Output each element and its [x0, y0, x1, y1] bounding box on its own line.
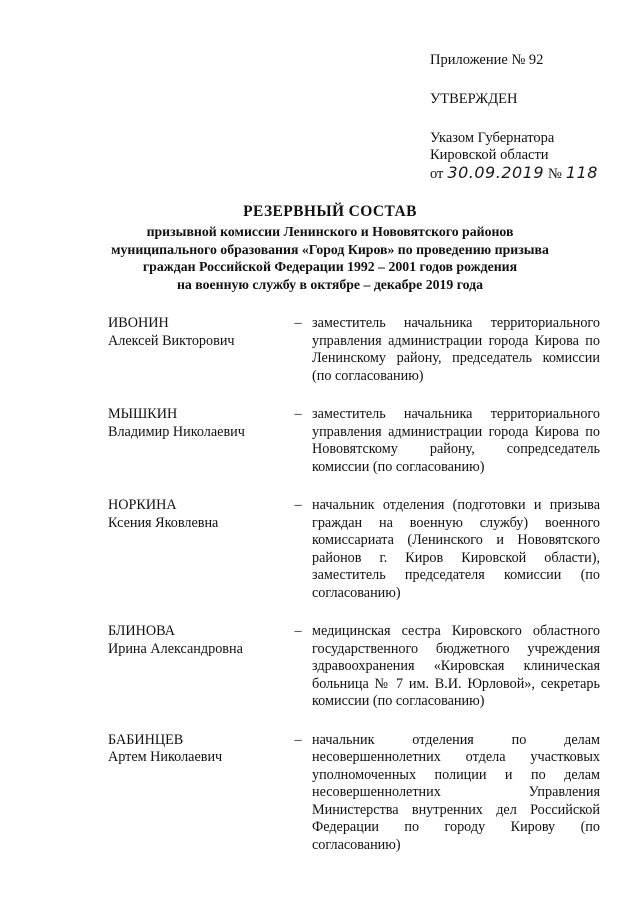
member-entry: [108, 623, 600, 711]
member-dash: –: [294, 315, 302, 331]
title-line-1: призывной комиссии Ленинского и Нововятского районов: [146, 224, 514, 239]
document-title-block: [60, 203, 600, 293]
decree-line-1: Указом Губернатора: [430, 130, 555, 146]
handwritten-date: 30.09.2019: [447, 163, 545, 182]
member-entry: [108, 315, 600, 385]
member-given-name: Владимир Николаевич: [108, 423, 245, 440]
member-description: заместитель начальника территориального управления администрации города Кирова по Нововятскому району, сопредседатель комиссии (по согласованию): [312, 406, 600, 475]
member-surname: МЫШКИН: [108, 406, 178, 422]
member-entry: [108, 497, 600, 602]
member-dash: –: [294, 731, 302, 748]
member-entry: [108, 732, 600, 855]
member-description: заместитель начальника территориального управления администрации города Кирова по Ленинскому району, председатель комиссии (по согласованию): [312, 315, 600, 384]
member-description: начальник отделения по делам несовершеннолетних отдела участковых уполномоченных полиции и по делам несовершеннолетних Управления Министерства внутренних дел Российской Федерации по городу Кирову (по согласованию): [312, 731, 600, 853]
member-surname: ИВОНИН: [108, 315, 169, 331]
member-dash: –: [294, 623, 302, 639]
appendix-number: Приложение № 92: [430, 52, 544, 68]
document-title: РЕЗЕРВНЫЙ СОСТАВ: [243, 203, 417, 220]
member-description: начальник отделения (подготовки и призыва граждан на военную службу) военного комиссариата (Ленинского и Нововятского районов г. Киров Кировской области), заместитель председателя комиссии (по согласованию): [312, 497, 600, 601]
member-given-name: Артем Николаевич: [108, 749, 223, 765]
title-line-3: граждан Российской Федерации 1992 – 2001 годов рождения: [142, 259, 518, 274]
handwritten-number: 118: [565, 163, 598, 182]
member-name: [108, 623, 284, 711]
date-prefix: от: [430, 166, 444, 182]
members-list: [108, 315, 600, 854]
decree-date-row: [430, 164, 630, 183]
member-given-name: Ксения Яковлевна: [108, 514, 219, 531]
member-description: медицинская сестра Кировского областного государственного бюджетного учреждения здравоохранения «Кировская клиническая больница № 7 им. В.И. Юрловой», секретарь комиссии (по согласованию): [312, 623, 600, 709]
member-name: [108, 732, 284, 855]
member-surname: БЛИНОВА: [108, 623, 175, 639]
member-name: [108, 497, 284, 602]
member-name: [108, 315, 284, 385]
member-surname: НОРКИНА: [108, 497, 177, 513]
member-dash: –: [294, 497, 302, 513]
title-line-2: муниципального образования «Город Киров» по проведению призыва: [111, 241, 549, 257]
decree-line-2: Кировской области: [430, 147, 549, 163]
member-name: [108, 406, 284, 476]
approval-header: [430, 52, 630, 183]
approved-label: УТВЕРЖДЕН: [430, 91, 518, 107]
member-dash: –: [294, 406, 302, 422]
title-line-4: на военную службу в октябре – декабре 2019 года: [176, 276, 484, 292]
member-entry: [108, 406, 600, 476]
member-given-name: Ирина Александровна: [108, 640, 243, 657]
member-given-name: Алексей Викторович: [108, 332, 235, 349]
number-prefix: №: [548, 166, 562, 182]
member-surname: БАБИНЦЕВ: [108, 731, 184, 748]
